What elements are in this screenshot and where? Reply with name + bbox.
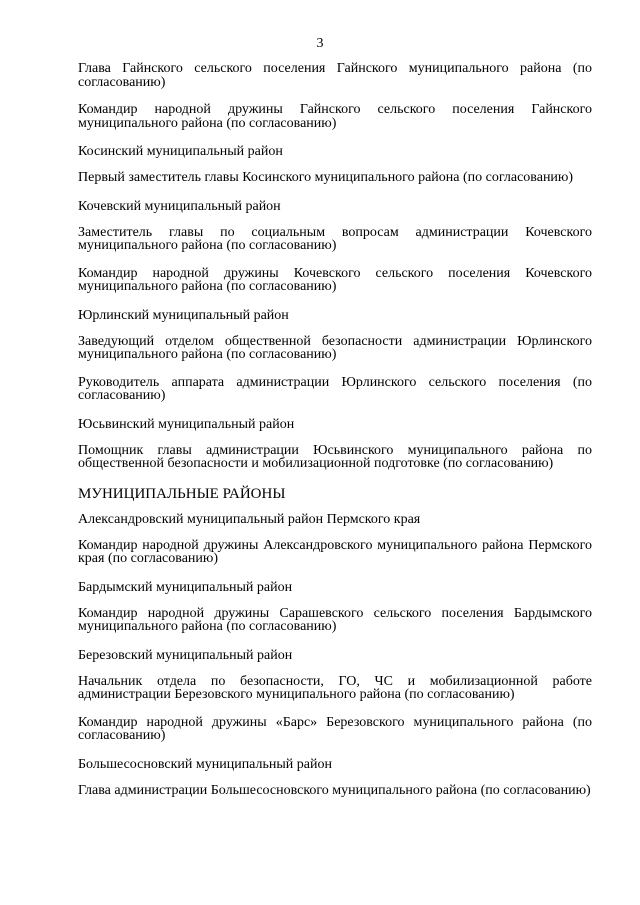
district-heading: Косинский муниципальный район [78,144,283,159]
district-heading: Большесосновский муниципальный район [78,756,332,772]
position-entry: Помощник главы администрации Юсьвинского муниципального района по общественной безопасности и мобилизационной подготовке (по согласованию) [78,442,592,471]
district-heading: Юрлинский муниципальный район [78,307,289,323]
position-entry: Начальник отдела по безопасности, ГО, ЧС и мобилизационной работе администрации Березовского муниципального района (по согласованию) [78,673,592,702]
page-number: 3 [316,36,324,51]
district-heading: Кочевский муниципальный район [78,198,281,214]
document-body [78,62,592,811]
position-entry: Глава Гайнского сельского поселения Гайнского муниципального района (по согласованию) [78,61,592,90]
position-entry: Командир народной дружины Кочевского сельского поселения Кочевского муниципального района (по согласованию) [78,265,592,294]
position-entry: Заместитель главы по социальным вопросам администрации Кочевского муниципального района (по согласованию) [78,224,592,253]
position-entry: Командир народной дружины «Барс» Березовского муниципального района (по согласованию) [78,714,592,743]
district-heading: Бардымский муниципальный район [78,579,293,595]
position-entry: Командир народной дружины Гайнского сельского поселения Гайнского муниципального района (по согласованию) [78,102,592,131]
position-entry: Командир народной дружины Александровского муниципального района Пермского края (по согласованию) [78,537,592,566]
district-heading: Александровский муниципальный район Пермского края [78,511,421,527]
district-heading: Юсьвинский муниципальный район [78,416,295,432]
position-entry: Руководитель аппарата администрации Юрлинского сельского поселения (по согласованию) [78,374,592,403]
section-title: МУНИЦИПАЛЬНЫЕ РАЙОНЫ [78,485,286,502]
position-entry: Заведующий отделом общественной безопасности администрации Юрлинского муниципального района (по согласованию) [78,333,592,362]
position-entry: Первый заместитель главы Косинского муниципального района (по согласованию) [78,170,574,185]
district-heading: Березовский муниципальный район [78,647,293,663]
position-entry: Командир народной дружины Сарашевского сельского поселения Бардымского муниципального района (по согласованию) [78,605,592,634]
position-entry: Глава администрации Большесосновского муниципального района (по согласованию) [78,782,591,798]
